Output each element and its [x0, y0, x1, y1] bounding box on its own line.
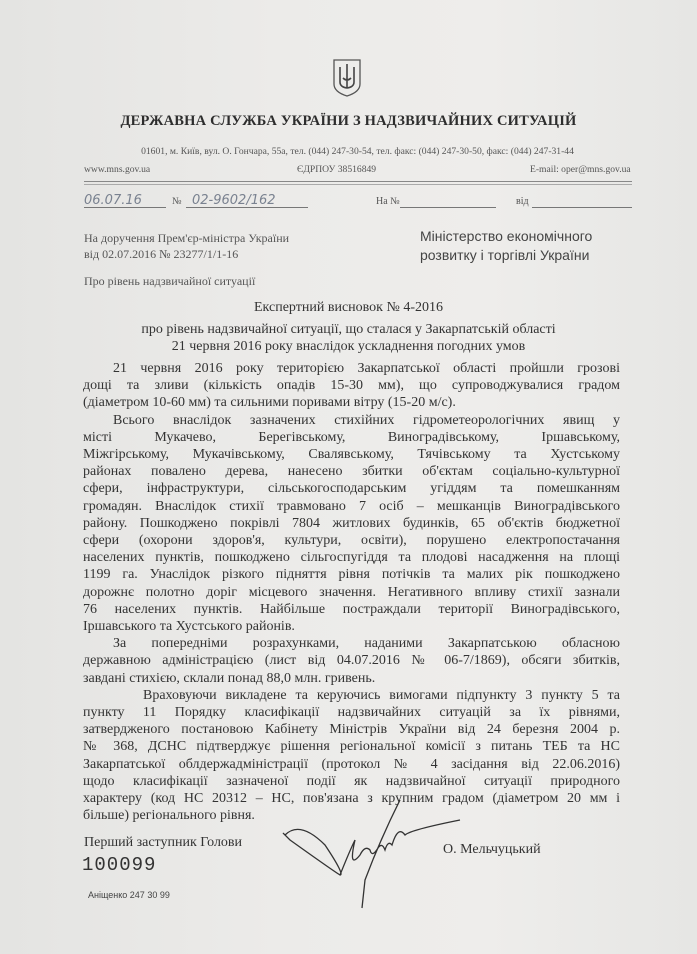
- number-label: №: [172, 196, 182, 207]
- body-line: державною адміністрацією (лист від 04.07.2016 № 06-7/1869), обсяги збитків,: [83, 653, 620, 669]
- signatory-position: Перший заступник Голови: [84, 835, 243, 850]
- recipient-block: [420, 227, 592, 265]
- recipient-line-1: Міністерство економічного: [420, 228, 593, 244]
- body-line: За попередніми розрахунками, наданими Закарпатською обласною: [113, 636, 620, 652]
- body-line: пункту 11 Порядку класифікації надзвичайних ситуацій за їх рівнями,: [83, 705, 620, 721]
- document-subtitle-2: 21 червня 2016 року внаслідок ускладнення погодних умов: [171, 339, 526, 354]
- outgoing-number-field: [186, 191, 308, 208]
- organization-address: 01601, м. Київ, вул. О. Гончара, 55а, тел. (044) 247-30-54, тел. факс: (044) 247-30-50, факс: (044) 247-31-44: [141, 146, 574, 157]
- document-body: [83, 360, 620, 824]
- body-line: 21 червня 2016 року територією Закарпатської області пройшли грозові: [113, 361, 620, 376]
- outgoing-number: 02-9602/162: [192, 193, 276, 208]
- body-line: більше) регіонального рівня.: [83, 808, 255, 824]
- trident-emblem-icon: [331, 58, 363, 98]
- body-line: щодо класифікації зазначеної події як надзвичайної ситуації природного: [83, 773, 620, 789]
- body-line: Міжгірському, Мукачівському, Свалявському, Тячівському та Хустському: [83, 447, 620, 463]
- header-divider: [84, 181, 632, 182]
- body-line: Іршавського та Хустського районів.: [83, 619, 295, 635]
- document-subtitle-1: про рівень надзвичайної ситуації, що сталася у Закарпатській області: [141, 322, 556, 337]
- reference-block: [84, 230, 289, 262]
- body-line: сфери, інфраструктури, сільськогосподарським угіддям та помешканням: [83, 481, 620, 497]
- reply-to-field: [400, 191, 496, 208]
- outgoing-date-field: [84, 191, 166, 208]
- edrpou-code: ЄДРПОУ 38516849: [297, 164, 377, 175]
- from-label: від: [516, 196, 529, 207]
- reply-to-label: На №: [376, 196, 400, 207]
- reference-line-1: На доручення Прем'єр-міністра України: [84, 231, 290, 245]
- body-line: дорожнє полотно доріг місцевого значення. Негативного впливу стихії зазнали: [83, 584, 620, 600]
- body-line: Враховуючи викладене та керуючись вимогами підпункту 3 пункту 5 та: [143, 687, 620, 703]
- body-line: № 368, ДСНС підтверджує рішення регіональної комісії з питань ТЕБ та НС: [83, 739, 620, 755]
- body-line: характеру (код НС 20312 – НС, пов'язана з крупним градом (діаметром 20 мм і: [83, 791, 620, 807]
- body-line: завдані стихією, склали понад 88,0 млн. гривень.: [83, 670, 376, 686]
- body-line: затвердженого постановою Кабінету Міністрів України від 24 березня 2004 р.: [83, 722, 620, 738]
- body-line: громадян. Внаслідок стихії травмовано 7 осіб – мешканців Виноградівського: [83, 498, 620, 514]
- body-line: Всього внаслідок зазначених стихійних гідрометеорологічних явищ у: [113, 412, 620, 428]
- document-title: Експертний висновок № 4-2016: [254, 300, 443, 315]
- body-line: 76 населених пунктів. Найбільше постраждали території Виноградівського,: [83, 601, 620, 617]
- handwritten-signature: [270, 800, 470, 910]
- body-line: Закарпатської облдержадміністрації (протокол № 4 засідання від 22.06.2016): [83, 756, 620, 772]
- website-link: www.mns.gov.ua: [84, 164, 151, 175]
- executor-contact: Аніщенко 247 30 99: [88, 890, 170, 900]
- outgoing-date: 06.07.16: [84, 193, 142, 208]
- body-line: дощі та зливи (кількість опадів 15-30 мм), що супроводжувалися градом: [83, 378, 620, 394]
- body-line: місті Мукачево, Берегівському, Виноградівському, Іршавському,: [83, 429, 620, 445]
- registration-number-stamp: 100099: [82, 854, 157, 876]
- body-line: населених пунктів, пошкоджено сільгоспугіддя та плодові насадження на площі: [83, 550, 620, 566]
- recipient-line-2: розвитку і торгівлі України: [420, 247, 590, 263]
- body-line: (діаметром 10-60 мм) та сильними поривами вітру (15-20 м/с).: [83, 395, 456, 411]
- body-line: району. Пошкоджено покрівлі 7804 житлових будинків, 65 об'єктів бюджетної: [83, 515, 620, 531]
- subject-line: Про рівень надзвичайної ситуації: [84, 274, 256, 288]
- from-field: [532, 191, 632, 208]
- body-line: 1199 га. Унаслідок різкого підняття рівня потічків та малих рік пошкоджено: [83, 567, 620, 583]
- email-address: E-mail: oper@mns.gov.ua: [530, 164, 631, 175]
- organization-name: ДЕРЖАВНА СЛУЖБА УКРАЇНИ З НАДЗВИЧАЙНИХ СИТУАЦІЙ: [120, 113, 577, 129]
- signatory-name: О. Мельчуцький: [443, 842, 541, 857]
- reference-line-2: від 02.07.2016 № 23277/1/1-16: [84, 247, 239, 261]
- body-line: сфери (охорони здоров'я, культури, освіти), порушено електропостачання: [83, 533, 620, 549]
- body-line: районах повалено дерева, нанесено збитки об'єктам соціально-культурної: [83, 464, 620, 480]
- header-divider-secondary: [84, 184, 632, 185]
